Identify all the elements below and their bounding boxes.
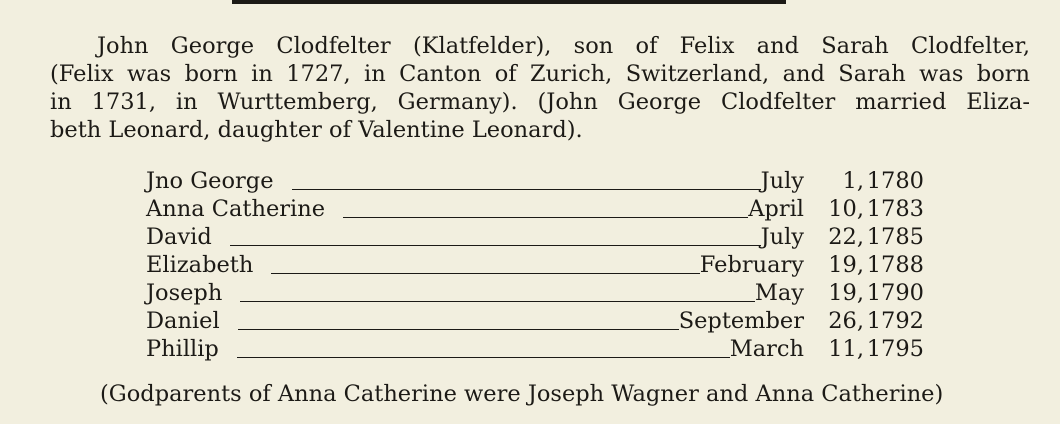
birth-row [146, 195, 924, 223]
birth-year: 1785 [866, 224, 924, 250]
birth-date [730, 335, 924, 363]
child-name: Anna Catherine [146, 196, 326, 222]
leader-line [238, 329, 679, 330]
birth-day: 19, [828, 252, 864, 278]
birth-day: 11, [828, 336, 864, 362]
birth-row [146, 307, 924, 335]
birth-day: 1, [842, 168, 864, 194]
intro-line: John George Clodfelter (Klatfelder), son of Felix and Sarah Clodfelter, [97, 33, 1030, 59]
birth-month: April [748, 196, 804, 222]
birth-date [748, 195, 924, 223]
birth-year: 1788 [866, 252, 924, 278]
birth-row [146, 223, 924, 251]
birth-month: February [699, 252, 804, 278]
birth-date [700, 251, 924, 279]
intro-line: beth Leonard, daughter of Valentine Leonard). [50, 117, 583, 143]
leader-line [343, 217, 748, 218]
leader-line [240, 301, 755, 302]
godparents-note: (Godparents of Anna Catherine were Joseph Wagner and Anna Catherine) [100, 381, 944, 407]
birth-row [146, 335, 924, 363]
intro-paragraph [50, 32, 1030, 144]
birth-year: 1790 [866, 280, 924, 306]
birth-row [146, 251, 924, 279]
birth-date [761, 223, 924, 251]
birth-date [755, 279, 924, 307]
birth-day: 26, [828, 308, 864, 334]
birth-month: July [760, 168, 804, 194]
child-name: David [146, 224, 212, 250]
leader-line [292, 189, 761, 190]
intro-line: in 1731, in Wurttemberg, Germany). (John George Clodfelter married Eliza- [50, 89, 1030, 115]
leader-line [237, 357, 730, 358]
child-name: Joseph [146, 280, 223, 306]
leader-line [230, 245, 761, 246]
child-name: Elizabeth [146, 252, 254, 278]
birth-year: 1783 [866, 196, 924, 222]
birth-day: 10, [828, 196, 864, 222]
birth-date [761, 167, 924, 195]
birth-year: 1780 [866, 168, 924, 194]
birth-month: March [729, 336, 804, 362]
birth-month: September [678, 308, 804, 334]
child-name: Daniel [146, 308, 220, 334]
birth-month: May [754, 280, 804, 306]
birth-year: 1795 [866, 336, 924, 362]
leader-line [271, 273, 699, 274]
top-rule [232, 0, 786, 4]
child-name: Jno George [146, 168, 274, 194]
birth-row [146, 279, 924, 307]
intro-line: (Felix was born in 1727, in Canton of Zurich, Switzerland, and Sarah was born [50, 61, 1030, 87]
birth-row [146, 167, 924, 195]
birth-date [679, 307, 924, 335]
birth-day: 19, [828, 280, 864, 306]
birth-day: 22, [828, 224, 864, 250]
child-name: Phillip [146, 336, 219, 362]
birth-month: July [760, 224, 804, 250]
birth-list [146, 167, 924, 363]
birth-year: 1792 [866, 308, 924, 334]
